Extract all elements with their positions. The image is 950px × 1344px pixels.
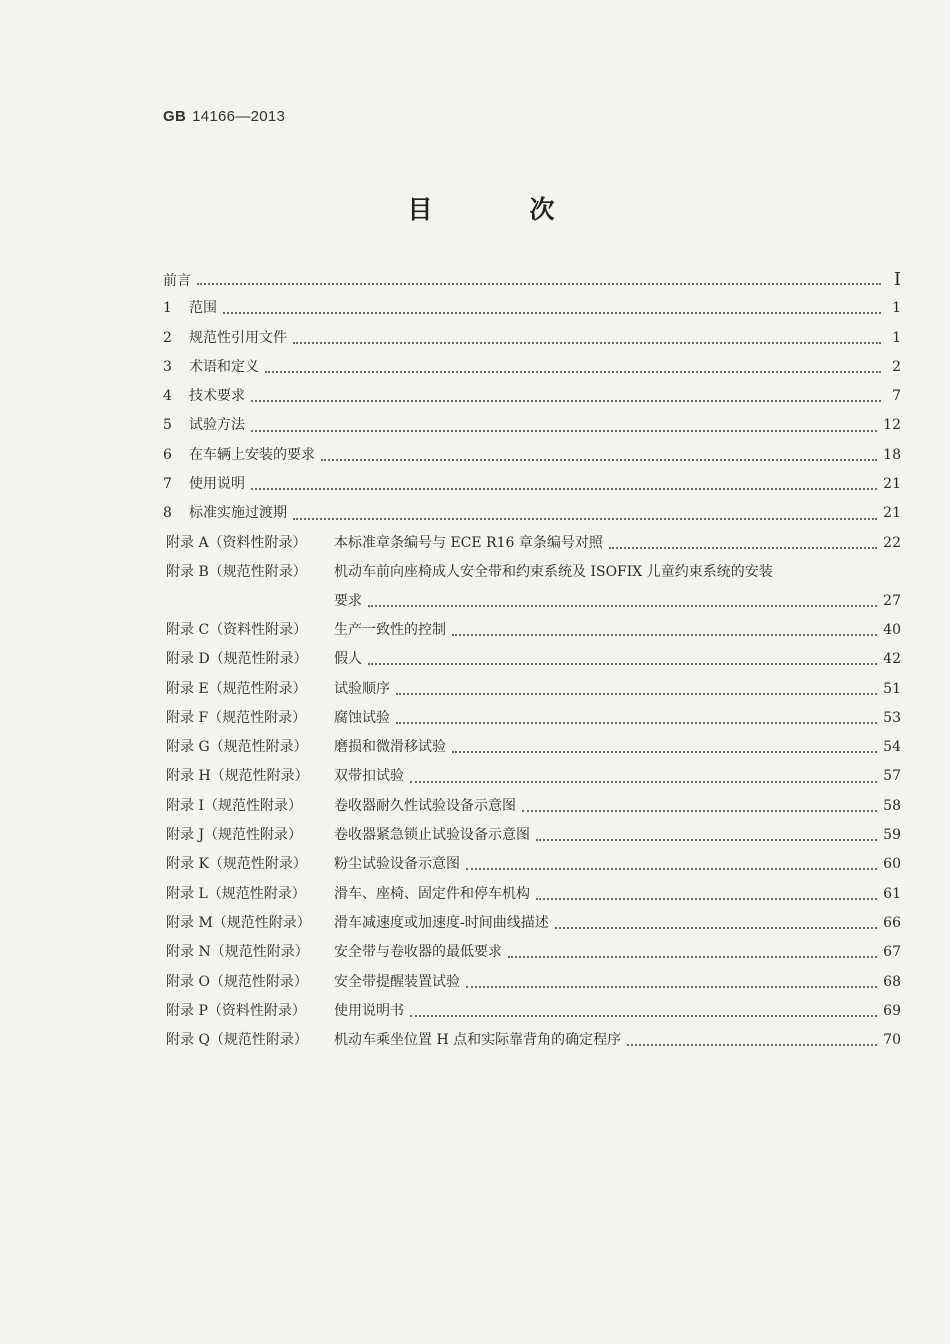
- dot-leader: [293, 341, 881, 344]
- toc-entry-page: 1: [892, 300, 901, 317]
- annex-title: 试验顺序: [334, 680, 390, 697]
- annex-page: 61: [883, 885, 901, 902]
- toc-entry-number: 8: [163, 505, 172, 522]
- annex-label: 附录 D（规范性附录）: [166, 651, 308, 668]
- toc-entry-1[interactable]: [163, 294, 901, 323]
- dot-leader: [223, 311, 881, 314]
- dot-leader: [396, 721, 877, 724]
- annex-label: 附录 B（规范性附录）: [166, 563, 307, 580]
- toc-entry-title: 范围: [189, 300, 217, 317]
- annex-label: 附录 J（规范性附录）: [166, 827, 303, 844]
- annex-page: 67: [883, 944, 901, 961]
- annex-title: 机动车前向座椅成人安全带和约束系统及 ISOFIX 儿童约束系统的安装: [334, 563, 773, 580]
- annex-label: 附录 C（资料性附录）: [166, 621, 308, 638]
- annex-page: 69: [883, 1002, 901, 1019]
- table-of-contents: [163, 265, 901, 1055]
- dot-leader: [536, 897, 877, 900]
- dot-leader: [508, 955, 877, 958]
- toc-entry-page: 1: [892, 329, 901, 346]
- dot-leader: [321, 458, 877, 461]
- toc-entry-title: 试验方法: [189, 417, 245, 434]
- toc-annex-j[interactable]: [163, 821, 901, 850]
- toc-entry-2[interactable]: [163, 324, 901, 353]
- toc-annex-d[interactable]: [163, 645, 901, 674]
- toc-annex-b[interactable]: [163, 558, 901, 616]
- annex-page: 42: [883, 651, 901, 668]
- dot-leader: [265, 370, 881, 373]
- toc-annex-p[interactable]: [163, 997, 901, 1026]
- toc-entry-title: 规范性引用文件: [189, 329, 287, 346]
- dot-leader: [368, 604, 877, 607]
- toc-entry-number: 3: [163, 358, 172, 375]
- annex-title: 假人: [334, 651, 362, 668]
- toc-annex-n[interactable]: [163, 938, 901, 967]
- annex-page: 40: [883, 621, 901, 638]
- annex-page: 27: [883, 592, 901, 609]
- annex-page: 70: [883, 1032, 901, 1049]
- toc-entry-number: 7: [163, 476, 172, 493]
- toc-annex-c[interactable]: [163, 616, 901, 645]
- annex-label: 附录 A（资料性附录）: [166, 534, 307, 551]
- annex-label: 附录 L（规范性附录）: [166, 885, 306, 902]
- annex-page: 51: [883, 680, 901, 697]
- toc-entry-7[interactable]: [163, 470, 901, 499]
- toc-entry-page: 18: [883, 446, 901, 463]
- toc-entry-page: I: [893, 269, 901, 290]
- toc-entry-number: 1: [163, 300, 172, 317]
- annex-page: 59: [883, 827, 901, 844]
- annex-title: 滑车减速度或加速度-时间曲线描述: [334, 914, 549, 931]
- annex-label: 附录 M（规范性附录）: [166, 914, 311, 931]
- toc-entry-title: 术语和定义: [189, 358, 259, 375]
- annex-label: 附录 H（规范性附录）: [166, 768, 309, 785]
- toc-entry-page: 7: [892, 388, 901, 405]
- annex-page: 58: [883, 797, 901, 814]
- dot-leader: [466, 985, 877, 988]
- toc-annex-e[interactable]: [163, 675, 901, 704]
- toc-entry-page: 21: [883, 476, 901, 493]
- dot-leader: [452, 633, 877, 636]
- toc-entry-title: 使用说明: [189, 476, 245, 493]
- annex-title: 生产一致性的控制: [334, 621, 446, 638]
- toc-entry-title: 技术要求: [189, 388, 245, 405]
- toc-entry-number: 5: [163, 417, 172, 434]
- toc-entry-page: 2: [892, 358, 901, 375]
- dot-leader: [522, 809, 877, 812]
- annex-label: 附录 I（规范性附录）: [166, 797, 302, 814]
- dot-leader: [293, 517, 877, 520]
- toc-annex-a[interactable]: [163, 529, 901, 558]
- dot-leader: [466, 867, 877, 870]
- dot-leader: [555, 926, 877, 929]
- toc-entry-foreword[interactable]: [163, 265, 901, 294]
- dot-leader: [251, 487, 877, 490]
- annex-title: 双带扣试验: [334, 768, 404, 785]
- dot-leader: [396, 692, 877, 695]
- annex-label: 附录 O（规范性附录）: [166, 973, 308, 990]
- toc-entry-number: 6: [163, 446, 172, 463]
- dot-leader: [251, 429, 877, 432]
- annex-page: 22: [883, 534, 901, 551]
- annex-title: 本标准章条编号与 ECE R16 章条编号对照: [334, 534, 603, 551]
- toc-annex-h[interactable]: [163, 762, 901, 791]
- annex-title-continued: 要求: [334, 592, 362, 609]
- dot-leader: [368, 662, 877, 665]
- dot-leader: [251, 399, 881, 402]
- toc-entry-4[interactable]: [163, 382, 901, 411]
- dot-leader: [197, 282, 881, 285]
- annex-label: 附录 N（规范性附录）: [166, 944, 309, 961]
- dot-leader: [536, 838, 877, 841]
- dot-leader: [410, 780, 877, 783]
- annex-label: 附录 Q（规范性附录）: [166, 1032, 308, 1049]
- annex-title: 安全带与卷收器的最低要求: [334, 944, 502, 961]
- toc-entry-number: 4: [163, 388, 172, 405]
- annex-label: 附录 F（规范性附录）: [166, 709, 307, 726]
- document-code-number: 14166—2013: [192, 108, 286, 125]
- toc-title: 目 次: [407, 195, 591, 224]
- toc-annex-o[interactable]: [163, 968, 901, 997]
- dot-leader: [627, 1043, 877, 1046]
- annex-title: 安全带提醒装置试验: [334, 973, 460, 990]
- toc-annex-l[interactable]: [163, 880, 901, 909]
- toc-annex-k[interactable]: [163, 850, 901, 879]
- toc-annex-g[interactable]: [163, 733, 901, 762]
- annex-label: 附录 G（规范性附录）: [166, 739, 308, 756]
- document-code-prefix: GB: [163, 108, 187, 125]
- annex-page: 53: [883, 709, 901, 726]
- annex-page: 68: [883, 973, 901, 990]
- annex-title: 滑车、座椅、固定件和停车机构: [334, 885, 530, 902]
- annex-title: 粉尘试验设备示意图: [334, 856, 460, 873]
- toc-entry-title: 在车辆上安装的要求: [189, 446, 315, 463]
- dot-leader: [609, 546, 877, 549]
- annex-page: 60: [883, 856, 901, 873]
- toc-entry-page: 21: [883, 505, 901, 522]
- dot-leader: [410, 1014, 877, 1017]
- toc-entry-number: 2: [163, 329, 172, 346]
- toc-annex-f[interactable]: [163, 704, 901, 733]
- dot-leader: [452, 750, 877, 753]
- toc-entry-6[interactable]: [163, 441, 901, 470]
- annex-page: 54: [883, 739, 901, 756]
- annex-title: 卷收器耐久性试验设备示意图: [334, 797, 516, 814]
- annex-label: 附录 P（资料性附录）: [166, 1002, 306, 1019]
- annex-title: 使用说明书: [334, 1002, 404, 1019]
- annex-page: 57: [883, 768, 901, 785]
- toc-annex-q[interactable]: [163, 1026, 901, 1055]
- document-code: [163, 108, 285, 125]
- annex-title: 机动车乘坐位置 H 点和实际靠背角的确定程序: [334, 1032, 622, 1049]
- annex-label: 附录 K（规范性附录）: [166, 856, 307, 873]
- toc-entry-3[interactable]: [163, 353, 901, 382]
- toc-entry-8[interactable]: [163, 499, 901, 528]
- annex-title: 腐蚀试验: [334, 709, 390, 726]
- toc-annex-i[interactable]: [163, 792, 901, 821]
- toc-entry-page: 12: [883, 417, 901, 434]
- toc-entry-title: 标准实施过渡期: [189, 505, 287, 522]
- annex-title: 磨损和微滑移试验: [334, 739, 446, 756]
- annex-page: 66: [883, 914, 901, 931]
- annex-label: 附录 E（规范性附录）: [166, 680, 307, 697]
- annex-title: 卷收器紧急锁止试验设备示意图: [334, 827, 530, 844]
- toc-entry-title: 前言: [163, 273, 191, 289]
- toc-entry-5[interactable]: [163, 411, 901, 440]
- toc-annex-m[interactable]: [163, 909, 901, 938]
